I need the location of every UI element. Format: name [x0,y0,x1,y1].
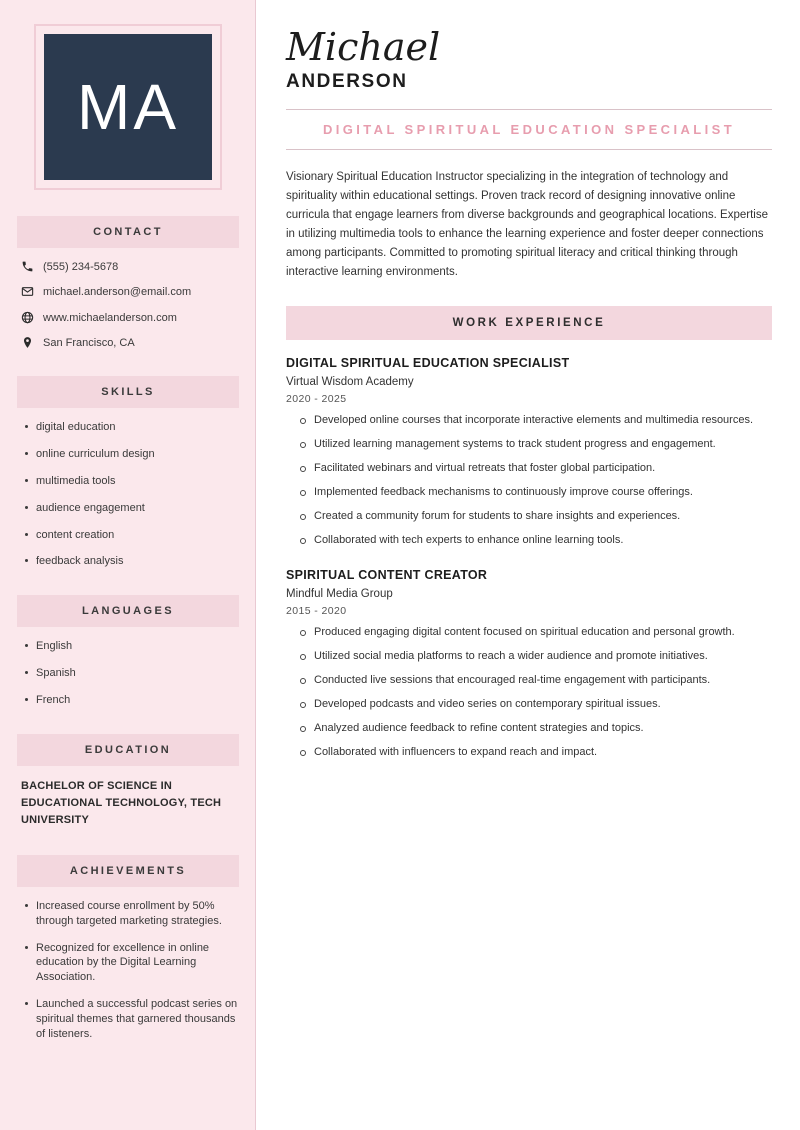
list-item: Utilized learning management systems to track student progress and engagement. [300,437,772,453]
work-experience-heading: WORK EXPERIENCE [286,306,772,340]
job-duties-list [286,413,772,549]
list-item: Developed online courses that incorporate interactive elements and multimedia resources. [300,413,772,429]
job-duties-list [286,625,772,761]
job-company: Mindful Media Group [286,588,393,601]
list-item: Produced engaging digital content focused on spiritual education and personal growth. [300,625,772,641]
job-entry [286,356,772,549]
contact-location[interactable] [21,336,239,350]
name-block [286,25,772,93]
list-item: French [23,693,239,708]
list-item: feedback analysis [23,554,239,569]
monogram-initials: MA [77,71,179,143]
sidebar [0,0,256,1130]
list-item: Facilitated webinars and virtual retreats that foster global participation. [300,461,772,477]
last-name: ANDERSON [286,71,408,92]
list-item: Collaborated with influencers to expand reach and impact. [300,745,772,761]
list-item: Conducted live sessions that encouraged real-time engagement with participants. [300,673,772,689]
contact-website-text: www.michaelanderson.com [43,311,177,324]
contact-email-text: michael.anderson@email.com [43,286,192,299]
skills-heading: SKILLS [17,376,239,408]
education-entry: BACHELOR OF SCIENCE IN EDUCATIONAL TECHNOLOGY, TECH UNIVERSITY [21,779,222,826]
job-dates: 2015 - 2020 [286,605,347,618]
list-item: digital education [23,420,239,435]
contact-email[interactable] [21,285,239,299]
list-item: content creation [23,528,239,543]
list-item: Implemented feedback mechanisms to continuously improve course offerings. [300,485,772,501]
job-dates: 2020 - 2025 [286,392,347,405]
envelope-icon [21,285,34,298]
location-pin-icon [21,336,34,349]
monogram-frame [34,24,222,190]
contact-phone-text: (555) 234-5678 [43,261,119,273]
contact-heading: CONTACT [17,216,239,248]
job-entry [286,568,772,761]
list-item: online curriculum design [23,447,239,462]
achievements-heading: ACHIEVEMENTS [17,855,239,887]
list-item: multimedia tools [23,474,239,489]
page-title: DIGITAL SPIRITUAL EDUCATION SPECIALIST [286,110,772,150]
list-item: English [23,639,239,654]
main-content [256,0,800,1130]
monogram-block [44,34,212,180]
languages-list [17,639,239,708]
globe-icon [21,311,34,324]
list-item: Spanish [23,666,239,681]
phone-icon [21,260,34,273]
contact-phone[interactable] [21,260,239,274]
job-company: Virtual Wisdom Academy [286,375,414,388]
job-title: DIGITAL SPIRITUAL EDUCATION SPECIALIST [286,355,570,370]
achievements-list [17,899,239,1042]
skills-list [17,420,239,569]
professional-summary: Visionary Spiritual Education Instructor specializing in the integration of technology and spirituality within educational settings. Proven track record of designing innovative online curricula that engage learners from diverse backgrounds and geographical locations. Expertise in utilizing multimedia tools to enhance the learning experience and foster deeper connections among participants. Committed to promoting spiritual literacy and critical thinking through interactive learning environments. [286,171,768,278]
list-item: Increased course enrollment by 50% through targeted marketing strategies. [23,899,239,929]
job-title: SPIRITUAL CONTENT CREATOR [286,568,488,583]
list-item: Developed podcasts and video series on contemporary spiritual issues. [300,697,772,713]
first-name: Michael [286,25,441,69]
contact-website[interactable] [21,311,239,325]
list-item: Utilized social media platforms to reach a wider audience and promote initiatives. [300,649,772,665]
list-item: audience engagement [23,501,239,516]
list-item: Analyzed audience feedback to refine content strategies and topics. [300,721,772,737]
list-item: Collaborated with tech experts to enhance online learning tools. [300,533,772,549]
languages-heading: LANGUAGES [17,595,239,627]
list-item: Created a community forum for students to share insights and experiences. [300,509,772,525]
list-item: Recognized for excellence in online education by the Digital Learning Association. [23,941,239,986]
contact-location-text: San Francisco, CA [43,336,135,349]
education-heading: EDUCATION [17,734,239,766]
list-item: Launched a successful podcast series on spiritual themes that garnered thousands of listeners. [23,997,239,1042]
